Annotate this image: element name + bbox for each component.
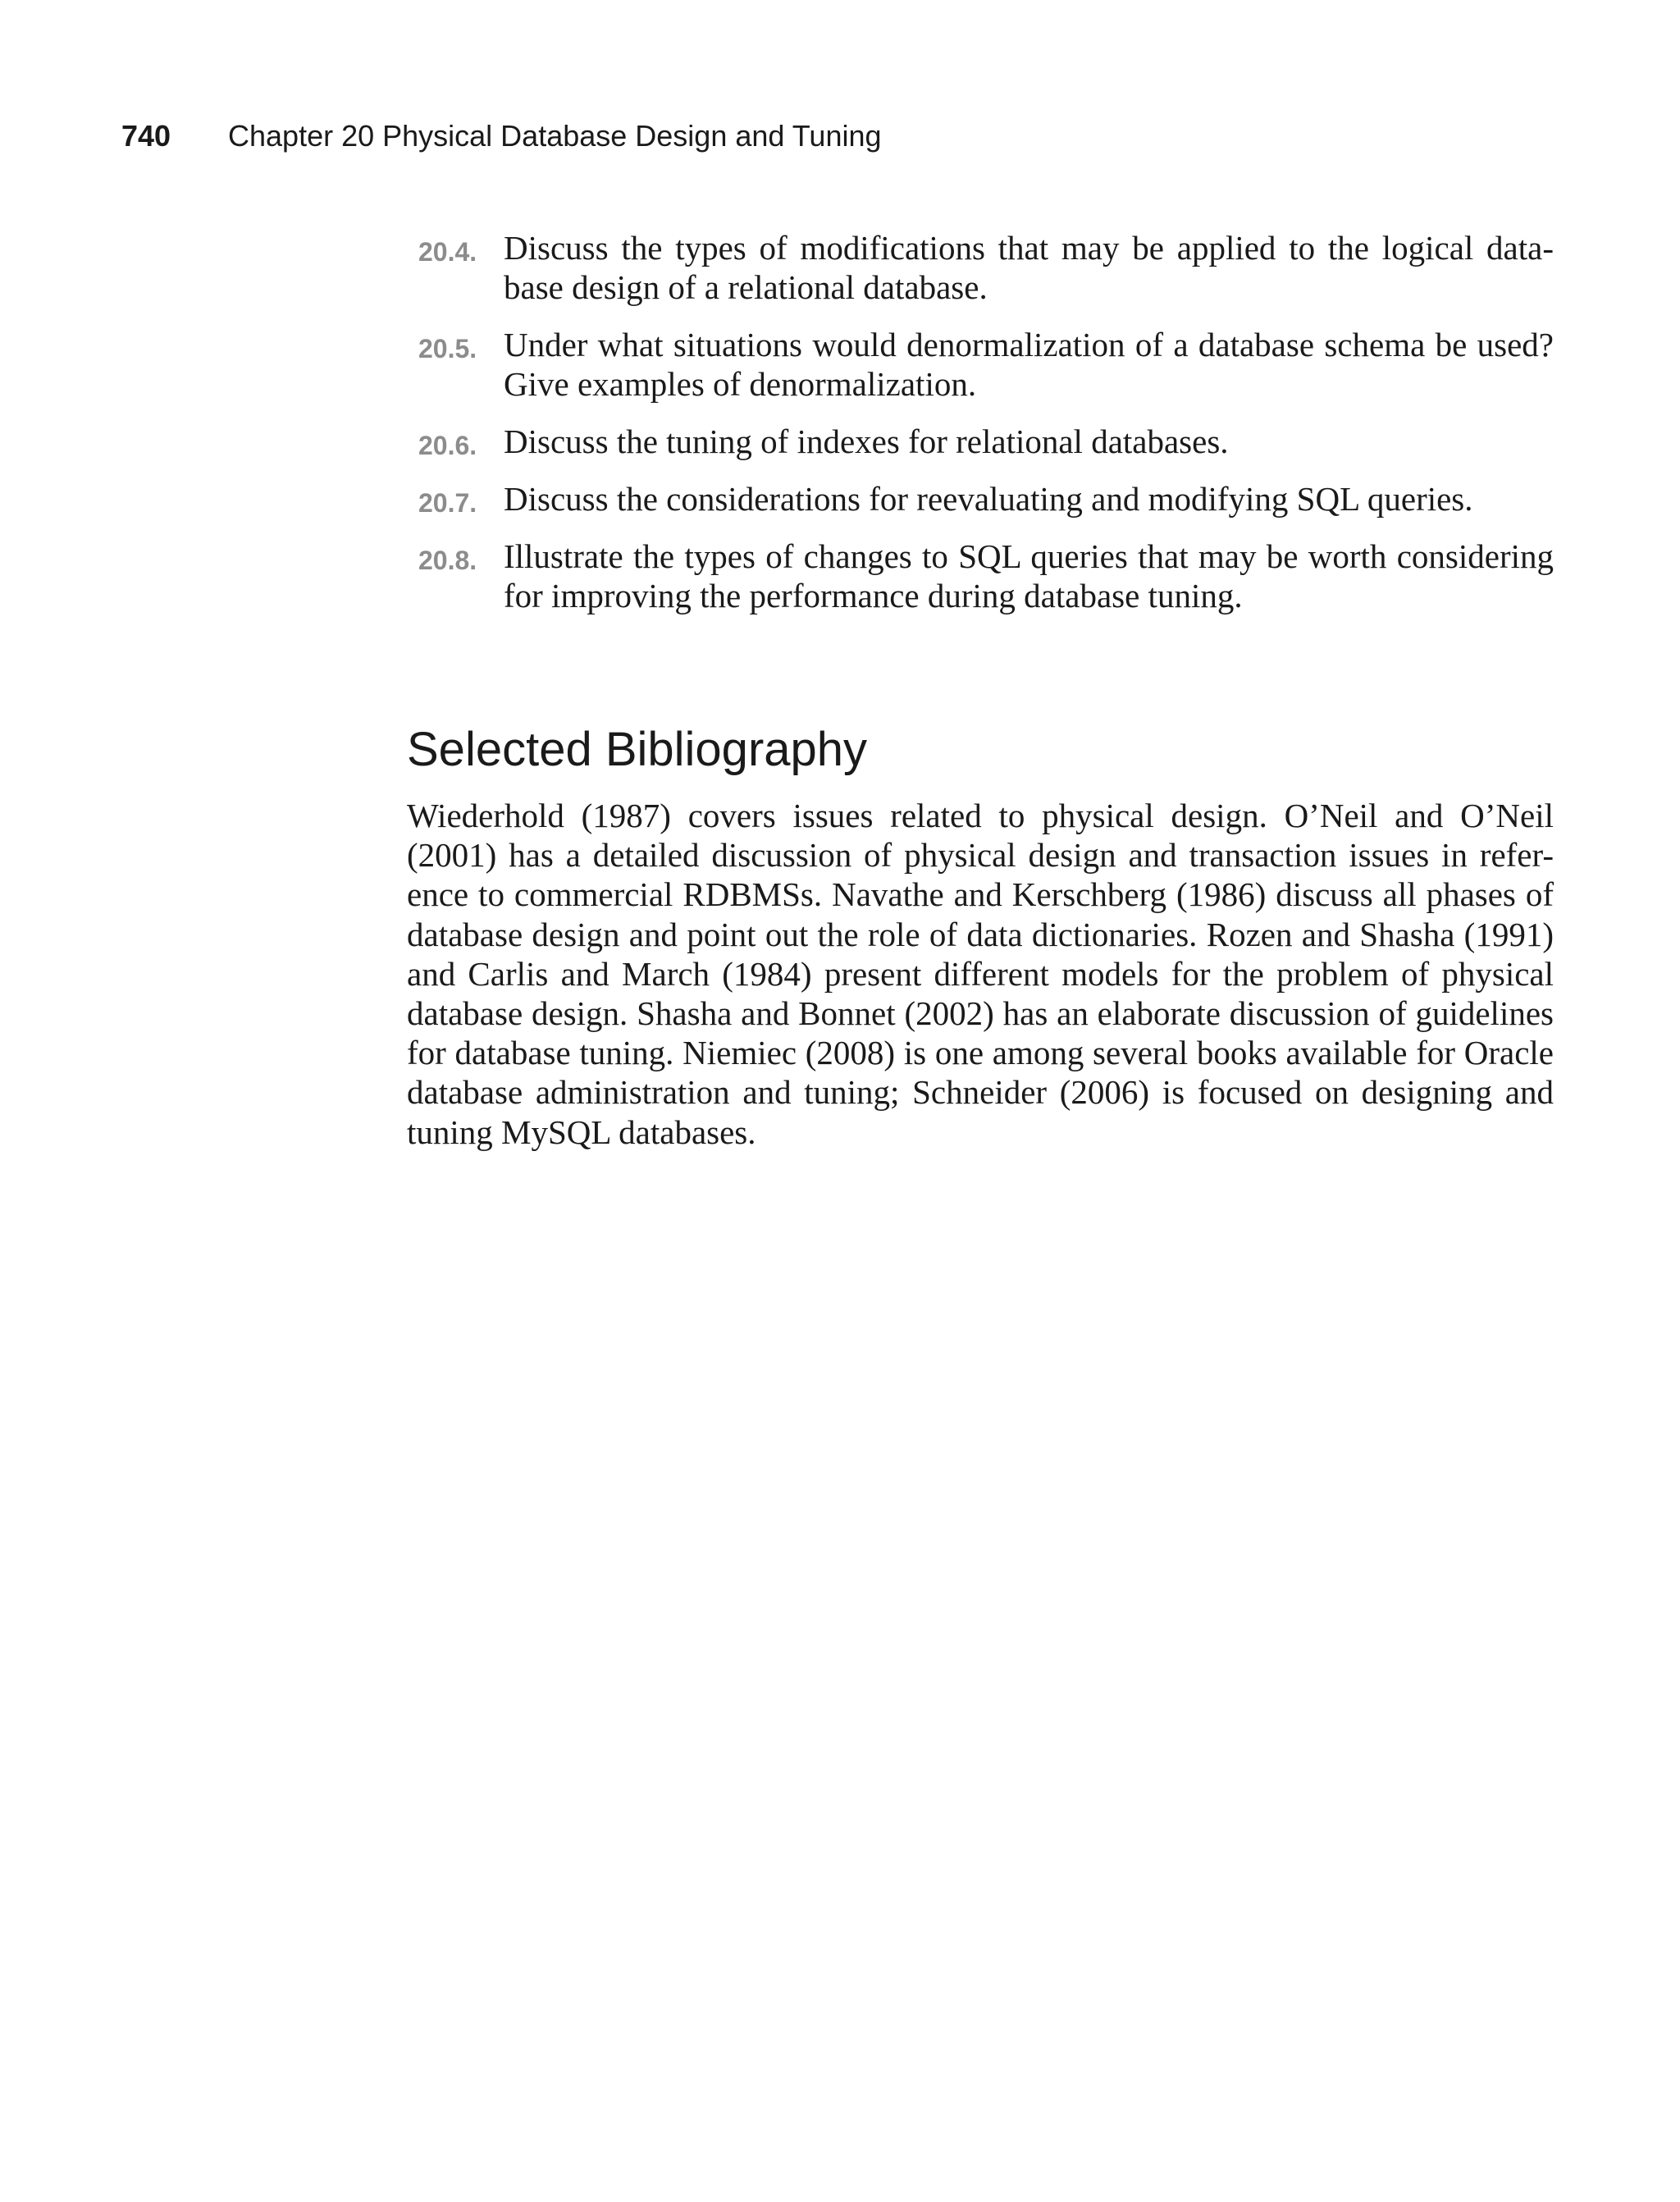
question-item bbox=[407, 479, 1554, 519]
chapter-title: Chapter 20 Physical Database Design and Tuning bbox=[228, 119, 882, 153]
question-text: Discuss the considerations for reevaluating and modifying SQL queries. bbox=[504, 480, 1473, 518]
question-text: Discuss the types of modifications that may be applied to the logical data-base design of a relational database. bbox=[504, 229, 1554, 306]
bibliography-paragraph: Wiederhold (1987) covers issues related to physical design. O’Neil and O’Neil (2001) has a detailed discussion of physical design and transaction issues in refer-ence to commercial RDBMSs. Navathe and Kerschberg (1986) discuss all phases of database design and point out the role of data dictionaries. Rozen and Shasha (1991) and Carlis and March (1984) present different models for the problem of physical database design. Shasha and Bonnet (2002) has an elaborate discussion of guidelines for database tuning. Niemiec (2008) is one among several books available for Oracle database administration and tuning; Schneider (2006) is focused on designing and tuning MySQL databases. bbox=[407, 797, 1554, 1151]
question-text: Discuss the tuning of indexes for relational databases. bbox=[504, 423, 1229, 460]
page-number: 740 bbox=[121, 119, 171, 153]
question-number: 20.7. bbox=[418, 488, 477, 518]
question-number: 20.6. bbox=[418, 431, 477, 460]
question-item bbox=[407, 537, 1554, 615]
section-title: Selected Bibliography bbox=[407, 723, 868, 776]
question-item bbox=[407, 422, 1554, 461]
question-item bbox=[407, 228, 1554, 307]
question-number: 20.4. bbox=[418, 237, 477, 267]
question-number: 20.8. bbox=[418, 546, 477, 575]
question-number: 20.5. bbox=[418, 334, 477, 363]
question-text: Illustrate the types of changes to SQL queries that may be worth considering for improving the performance during database tuning. bbox=[504, 537, 1554, 614]
page-header bbox=[121, 118, 882, 154]
question-item bbox=[407, 325, 1554, 404]
question-text: Under what situations would denormalization of a database schema be used? Give examples of denormalization. bbox=[504, 326, 1554, 403]
review-questions-list bbox=[407, 228, 1554, 633]
